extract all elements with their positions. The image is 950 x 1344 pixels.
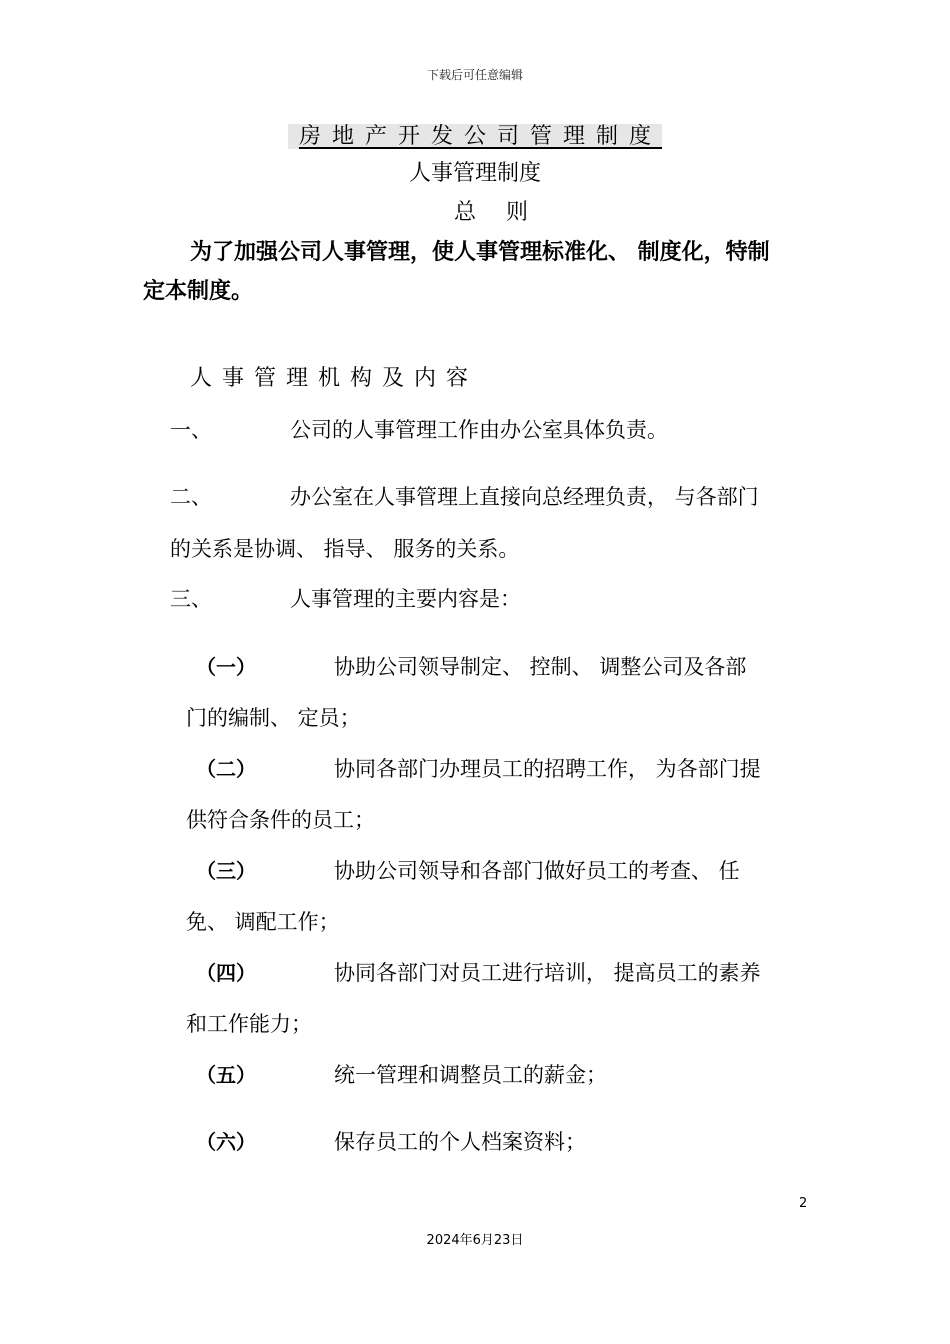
page-number: 2 — [799, 1196, 808, 1211]
subtitle: 人事管理制度 — [408, 161, 541, 186]
subitem-text: 协同各部门办理员工的招聘工作， 为各部门提 — [334, 757, 761, 781]
footer-date: 2024年6月23日 — [426, 1233, 524, 1248]
document-title-text: 房地产开发公司管理制度 — [288, 124, 662, 149]
item-number: 二、 — [170, 485, 212, 509]
subitem-number: （四） — [196, 961, 256, 985]
intro-line-1: 为了加强公司人事管理，使人事管理标准化、 制度化，特制 — [190, 240, 770, 265]
subitem-text-continued: 门的编制、 定员； — [186, 706, 361, 730]
subitem-number: （二） — [196, 757, 256, 781]
section-heading: 人事管理机构及内容 — [190, 366, 479, 391]
subitem-text-continued: 和工作能力； — [186, 1012, 312, 1036]
subitem-text: 协助公司领导和各部门做好员工的考查、 任 — [334, 859, 740, 883]
subitem-text-continued: 免、 调配工作； — [186, 910, 340, 934]
document-title — [0, 119, 950, 150]
subitem-number: （五） — [196, 1063, 256, 1087]
subitem-text: 统一管理和调整员工的薪金； — [334, 1063, 607, 1087]
subitem-text-continued: 供符合条件的员工； — [186, 808, 375, 832]
subitem-text: 协同各部门对员工进行培训， 提高员工的素养 — [334, 961, 761, 985]
subitem-number: （一） — [196, 655, 256, 679]
subitem-text: 保存员工的个人档案资料； — [334, 1130, 586, 1154]
item-text: 办公室在人事管理上直接向总经理负责， 与各部门 — [290, 485, 759, 509]
item-number: 一、 — [170, 418, 212, 442]
item-text: 公司的人事管理工作由办公室具体负责。 — [290, 418, 668, 442]
general-heading: 总则 — [454, 200, 559, 225]
subitem-number: （三） — [196, 859, 256, 883]
item-number: 三、 — [170, 587, 212, 611]
item-text: 人事管理的主要内容是： — [290, 587, 521, 611]
subitem-text: 协助公司领导制定、 控制、 调整公司及各部 — [334, 655, 747, 679]
intro-line-2: 定本制度。 — [143, 279, 254, 304]
header-note: 下载后可任意编辑 — [426, 68, 523, 82]
subitem-number: （六） — [196, 1130, 256, 1154]
item-text-continued: 的关系是协调、 指导、 服务的关系。 — [170, 537, 520, 561]
